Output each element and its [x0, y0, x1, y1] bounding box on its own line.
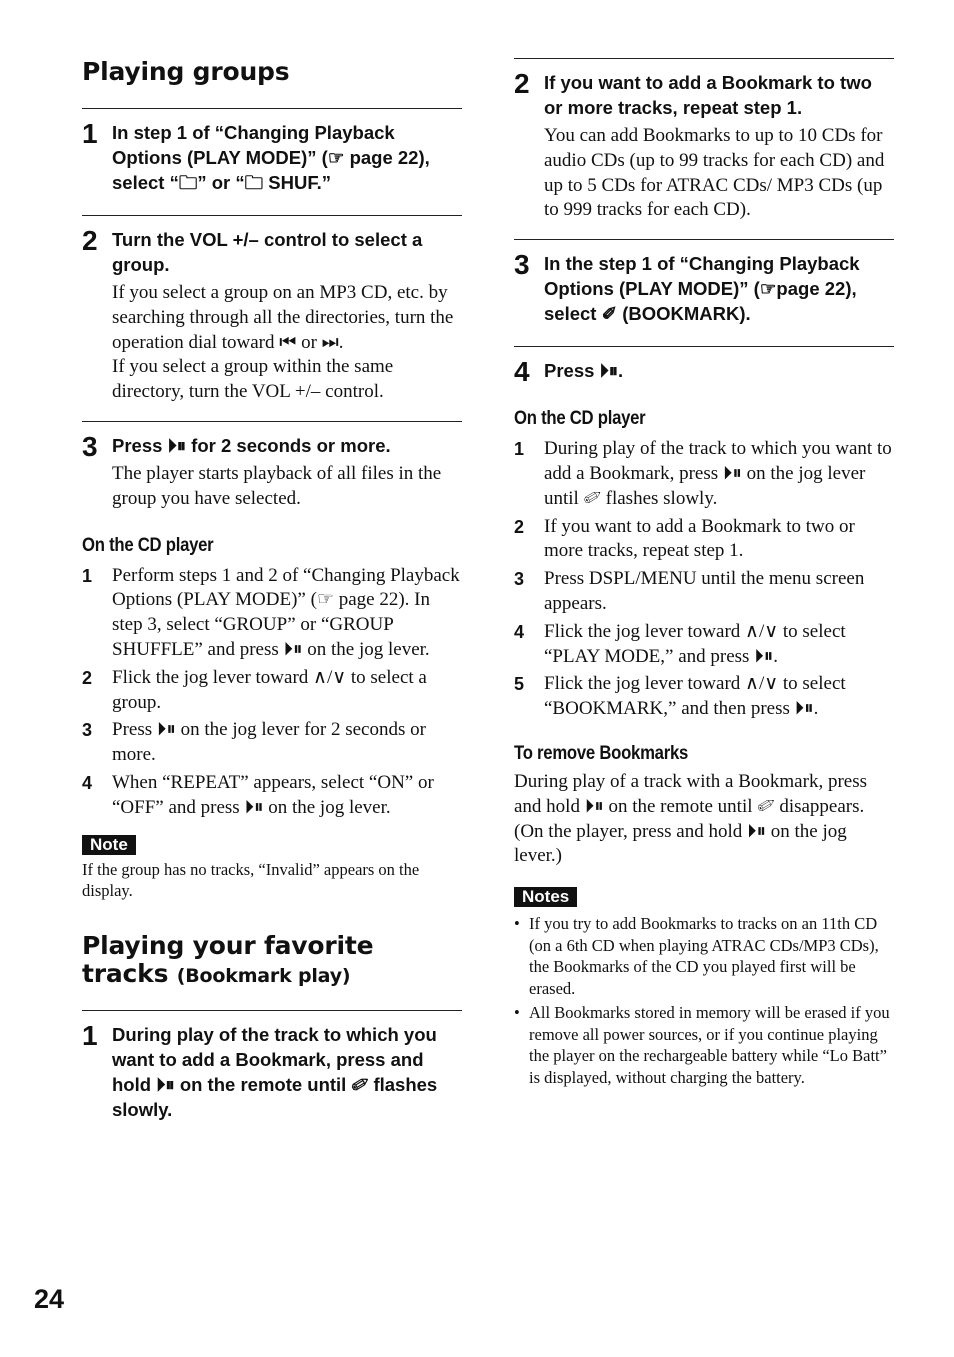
note-text: If you try to add Bookmarks to tracks on an 11th CD (on a 6th CD when playing ATRAC CDs/MP3 CDs), the Bookmarks of the CD you played first will be erased. [529, 914, 879, 998]
note-text: If the group has no tracks, “Invalid” appears on the display. [82, 859, 420, 901]
step-heading: During play of the track to which you want to add a Bookmark, press and hold ⏵⏸ on the remote until ✐ flashes slowly. [112, 1023, 438, 1120]
step-number: 1 [82, 1019, 98, 1051]
list-number: 5 [514, 674, 525, 695]
list-item [514, 515, 894, 565]
bullet: • [514, 914, 520, 934]
list-text: Press ⏵⏸ on the jog lever for 2 seconds or more. [112, 719, 426, 766]
list-number: 2 [82, 667, 93, 688]
list-text: If you want to add a Bookmark to two or more tracks, repeat step 1. [544, 515, 855, 562]
step-bookmark-1 [82, 1019, 462, 1122]
list-number: 1 [82, 565, 93, 586]
list-item [514, 437, 894, 511]
page-number: 24 [34, 1284, 65, 1314]
remove-bookmarks-heading: To remove Bookmarks [514, 742, 689, 764]
note-block [82, 835, 462, 902]
notes-block [514, 887, 894, 1088]
cd-player-list [514, 437, 894, 722]
list-text: When “REPEAT” appears, select “ON” or “OFF” and press ⏵⏸ on the jog lever. [112, 771, 434, 818]
list-item [514, 672, 894, 722]
list-number: 4 [82, 772, 93, 793]
divider [514, 346, 894, 347]
step-heading: In step 1 of “Changing Playback Options (PLAY MODE)” (☞ page 22), select “🗀” or “🗀 SHUF.” [112, 122, 430, 193]
list-item [82, 771, 462, 821]
list-item [514, 620, 894, 670]
step-number: 2 [82, 225, 98, 256]
step-4 [514, 356, 894, 388]
list-text: Press DSPL/MENU until the menu screen appears. [544, 568, 865, 614]
step-heading: If you want to add a Bookmark to two or more tracks, repeat step 1. [544, 72, 872, 118]
right-column [514, 58, 894, 1091]
left-column [82, 58, 462, 1122]
step-number: 2 [514, 68, 530, 99]
section-title-favorite-tracks [82, 932, 462, 990]
divider [82, 215, 462, 216]
bullet: • [514, 1003, 520, 1023]
note-text: All Bookmarks stored in memory will be erased if you remove all power sources, or if you continue playing the player on the rechargeable battery while “Lo Batt” is displayed, without charging the battery. [529, 1003, 890, 1087]
list-text: Flick the jog lever toward ∧/∨ to select “BOOKMARK,” and then press ⏵⏸. [544, 673, 846, 720]
cd-player-heading: On the CD player [514, 408, 646, 430]
step-1 [82, 120, 462, 195]
divider [514, 239, 894, 240]
step-heading: In the step 1 of “Changing Playback Options (PLAY MODE)” (☞page 22), select ✐ (BOOKMARK). [544, 253, 860, 325]
step-body: The player starts playback of all files in the group you have selected. [112, 462, 442, 509]
step-body: You can add Bookmarks to up to 10 CDs for audio CDs (up to 99 tracks for each CD) and up to 5 CDs for ATRAC CDs/ MP3 CDs (up to 999 tracks for each CD). [544, 125, 885, 221]
title-main: Playing your favorite tracks [82, 930, 374, 988]
step-body-2: If you select a group within the same directory, turn the VOL +/– control. [112, 356, 394, 403]
list-text: Perform steps 1 and 2 of “Changing Playback Options (PLAY MODE)” (☞ page 22). In step 3, select “GROUP” or “GROUP SHUFFLE” and press ⏵⏸ on the jog lever. [112, 564, 460, 660]
cd-player-heading: On the CD player [82, 534, 214, 556]
step-3 [82, 430, 462, 512]
note-item [514, 1002, 894, 1088]
step-2 [514, 70, 894, 223]
step-number: 3 [82, 430, 98, 462]
step-number: 4 [514, 356, 530, 388]
list-item [514, 567, 894, 617]
notes-list [514, 913, 894, 1088]
divider [82, 108, 462, 109]
list-text: Flick the jog lever toward ∧/∨ to select “PLAY MODE,” and press ⏵⏸. [544, 620, 846, 667]
step-number: 1 [82, 118, 98, 149]
step-heading: Turn the VOL +/– control to select a group. [112, 229, 423, 275]
note-badge: Note [82, 835, 136, 855]
list-item [82, 564, 462, 663]
divider [514, 58, 894, 59]
list-number: 4 [514, 621, 525, 642]
list-number: 3 [82, 720, 93, 741]
list-item [82, 666, 462, 716]
notes-badge: Notes [514, 887, 577, 907]
divider [82, 1010, 462, 1011]
section-title-playing-groups: Playing groups [82, 57, 290, 86]
cd-player-list [82, 564, 462, 821]
step-2 [82, 227, 462, 405]
list-text: Flick the jog lever toward ∧/∨ to select a group. [112, 666, 427, 713]
list-text: During play of the track to which you want to add a Bookmark, press ⏵⏸ on the jog lever until ✐ flashes slowly. [544, 438, 892, 509]
list-number: 2 [514, 516, 525, 537]
remove-bookmarks-text: During play of a track with a Bookmark, press and hold ⏵⏸ on the remote until ✐ disappears. (On the player, press and hold ⏵⏸ on the jog lever.) [514, 770, 867, 867]
step-3 [514, 251, 894, 326]
title-sub: (Bookmark play) [176, 964, 351, 987]
list-number: 1 [514, 439, 525, 460]
step-heading: Press ⏵⏸. [544, 360, 624, 382]
divider [82, 421, 462, 422]
list-number: 3 [514, 569, 525, 590]
step-number: 3 [514, 249, 530, 281]
step-heading: Press ⏵⏸ for 2 seconds or more. [112, 434, 391, 456]
list-item [82, 718, 462, 768]
step-body: If you select a group on an MP3 CD, etc. by searching through all the directories, turn the operation dial toward ⏮ or ⏭. [112, 282, 454, 353]
note-item [514, 913, 894, 999]
